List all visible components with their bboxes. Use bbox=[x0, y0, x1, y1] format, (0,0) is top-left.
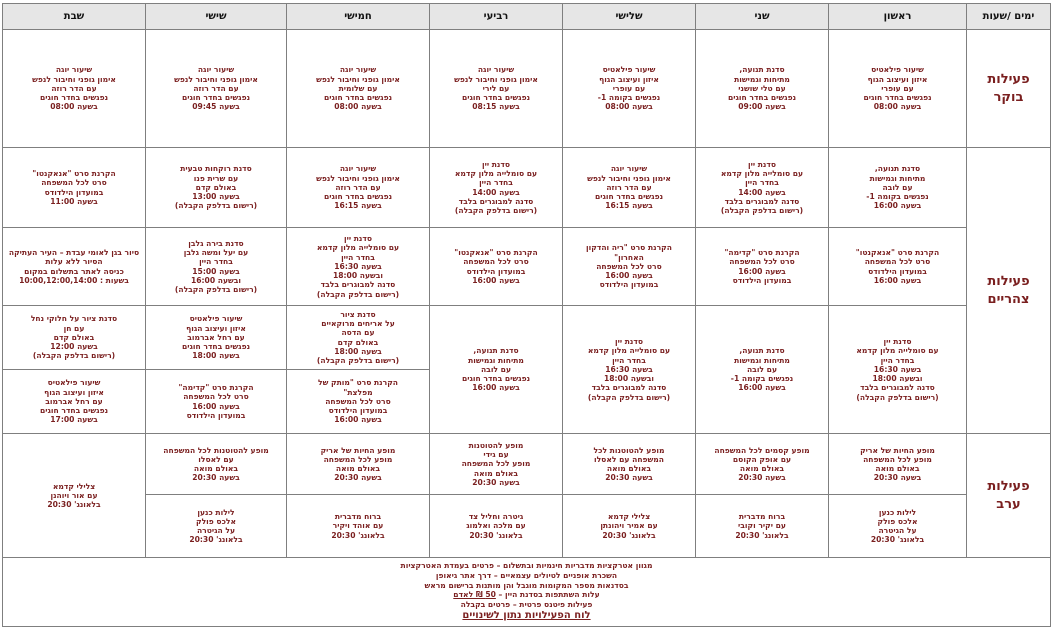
activity-cell bbox=[287, 30, 430, 148]
activity-line: סדנת תנועה, bbox=[874, 164, 921, 174]
activity-line: סרט לכל המשפחה bbox=[183, 392, 249, 402]
day-header-thursday: חמישי bbox=[287, 4, 430, 30]
activity-line: מתיחות וגמישות bbox=[869, 173, 926, 183]
activity-line: שיעור יוגה bbox=[197, 65, 235, 75]
activity-line: אימון גופני וחיבור לנפש bbox=[454, 74, 538, 84]
day-header-saturday: שבת bbox=[3, 4, 146, 30]
activity-cell bbox=[430, 30, 563, 148]
activity-cell bbox=[829, 228, 967, 306]
activity-line: מופע לכל המשפחה bbox=[461, 459, 531, 469]
activity-line: שיעור פילאטיס bbox=[602, 65, 656, 75]
activity-line: בלאונג' 20:30 bbox=[469, 530, 523, 540]
activity-line: בשעה 16:00 bbox=[873, 275, 922, 285]
activity-line: הקרנת סרט "אנאקנטו" bbox=[454, 248, 538, 257]
activity-line: עם רחל אברמוב bbox=[45, 396, 103, 406]
activity-line: עם סומלייה מלון קדמא bbox=[587, 346, 671, 356]
activity-line: עם אופק הקוסם bbox=[732, 454, 792, 464]
day-header-friday: שישי bbox=[146, 4, 287, 30]
activity-line: סדנת יין bbox=[482, 159, 510, 169]
activity-line: בשעה 16:30 bbox=[873, 364, 922, 374]
activity-line: באולם מואה bbox=[606, 464, 652, 473]
activity-line: (רישום בדלפק הקבלה) bbox=[587, 392, 671, 402]
activity-line: שיעור פילאטיס bbox=[871, 65, 924, 75]
activity-schedule-table bbox=[2, 3, 1051, 627]
activity-line: במועדון הילדודס bbox=[466, 266, 526, 276]
note-line: מגוון אטרקציות מדבריות חינמיות ובתשלום – פרטים בעמדת האטרקציות bbox=[400, 561, 653, 571]
activity-line: עם גידי bbox=[483, 450, 509, 460]
activity-line: על הגיטרה bbox=[196, 526, 236, 535]
activity-line: באולם מואה bbox=[335, 464, 381, 473]
activity-line: צלילי קדמא bbox=[52, 481, 96, 491]
activity-line: בשעה 16:00 bbox=[472, 275, 520, 285]
activity-line: מופע לכל המשפחה bbox=[323, 454, 393, 464]
activity-line: נפגשים בחדר חוגים bbox=[39, 93, 109, 103]
activity-line: בשעה 14:00 bbox=[738, 187, 786, 197]
activity-line: בשעה 08:00 bbox=[605, 102, 653, 112]
activity-cell bbox=[287, 495, 430, 558]
activity-line: עם סומלייה מלון קדמא bbox=[454, 169, 538, 178]
activity-cell bbox=[563, 30, 696, 148]
activity-line: (רישום בדלפק הקבלה) bbox=[174, 201, 258, 211]
activity-line: בשעה 17:00 bbox=[50, 415, 98, 425]
activity-line: מופע לכל המשפחה bbox=[863, 454, 932, 464]
activity-line: בשעה 20:30 bbox=[738, 473, 786, 483]
section-label-evening: פעילות ערב bbox=[967, 434, 1051, 558]
activity-line: גיטרה וחליל צד bbox=[468, 512, 524, 522]
activity-line: עם הדסה bbox=[341, 328, 375, 338]
activity-line: עם עופרי bbox=[881, 83, 914, 93]
activity-line: נפגשים בחדר חוגים bbox=[461, 93, 531, 103]
activity-line: עם יעל ומשה גלבן bbox=[183, 248, 249, 257]
activity-cell bbox=[3, 30, 146, 148]
activity-line: עם אמיר ויהונתן bbox=[600, 521, 658, 531]
activity-line: בשעה 16:30 bbox=[605, 364, 653, 374]
activity-line: הקרנת סרט "קדימה" bbox=[724, 248, 800, 257]
activity-line: עם לובה bbox=[746, 364, 778, 374]
activity-line: אימון גופני וחיבור לנפש bbox=[316, 74, 400, 84]
activity-line: סדנת תנועה, bbox=[739, 65, 785, 75]
activity-line: בשעה 16:00 bbox=[192, 401, 240, 411]
activity-line: במועדון הילדודס bbox=[599, 280, 659, 290]
activity-line: סדנת יין bbox=[615, 337, 643, 347]
activity-line: (רישום בדלפק הקבלה) bbox=[720, 206, 804, 215]
activity-line: בחדר היין bbox=[479, 178, 513, 188]
activity-line: איזון ועיצוב הגוף bbox=[44, 387, 104, 397]
activity-line: בשעה 20:30 bbox=[605, 473, 653, 483]
activity-cell bbox=[146, 495, 287, 558]
activity-cell bbox=[563, 495, 696, 558]
activity-line: בשעה 08:00 bbox=[50, 102, 98, 112]
activity-line: סדנה למבוגרים בלבד bbox=[724, 196, 800, 206]
activity-line: באולם מואה bbox=[739, 464, 785, 473]
activity-line: בלאונג' 20:30 bbox=[602, 530, 656, 540]
day-header-sunday: ראשון bbox=[829, 4, 967, 30]
activity-line: עם לובה bbox=[480, 364, 512, 374]
activity-cell bbox=[287, 148, 430, 228]
activity-line: בלאונג' 20:30 bbox=[331, 530, 385, 540]
activity-line: באולם מואה bbox=[193, 464, 239, 473]
evening-row-1 bbox=[3, 434, 1051, 495]
activity-line: עם עופרי bbox=[612, 83, 646, 93]
activity-line: אימון גופני וחיבור לנפש bbox=[587, 173, 671, 183]
activity-cell bbox=[696, 228, 829, 306]
activity-line: שיעור יוגה bbox=[55, 65, 93, 75]
activity-cell bbox=[146, 434, 287, 495]
activity-cell bbox=[287, 434, 430, 495]
activity-line: סדנת תנועה, bbox=[473, 346, 519, 356]
activity-line: בשעה 16:00 bbox=[873, 201, 922, 211]
activity-line: בשעה 15:00 bbox=[192, 266, 240, 276]
activity-line: בשעה 16:00 bbox=[738, 266, 786, 276]
activity-cell bbox=[3, 434, 146, 558]
activity-line: הקרנת סרט "אנאקנטו" bbox=[855, 248, 940, 257]
activity-cell bbox=[287, 306, 430, 370]
activity-cell bbox=[829, 495, 967, 558]
activity-line: בחדר היין bbox=[612, 355, 646, 365]
activity-line: שיעור פילאטיס bbox=[189, 314, 243, 324]
activity-line: (רישום בדלפק הקבלה) bbox=[316, 356, 400, 365]
activity-line: נפגשים בחדר חוגים bbox=[323, 93, 393, 103]
activity-line: (רישום בדלפק הקבלה) bbox=[174, 285, 258, 294]
activity-cell bbox=[563, 434, 696, 495]
activity-line: עם הדר רוזה bbox=[193, 83, 239, 93]
activity-line: הקרנת סרט "ריה והדקון bbox=[586, 243, 672, 253]
activity-line: נפגשים בחדר חוגים bbox=[39, 406, 109, 416]
activity-line: עם הדר רוזה bbox=[606, 182, 652, 192]
activity-cell bbox=[146, 306, 287, 370]
activity-cell bbox=[146, 30, 287, 148]
activity-line: שיעור יוגה bbox=[477, 65, 515, 75]
activity-line: נפגשים בחדר חוגים bbox=[181, 93, 251, 103]
activity-line: באולם קדם bbox=[195, 182, 237, 192]
section-label-morning: פעילות בוקר bbox=[967, 30, 1051, 148]
activity-cell bbox=[696, 148, 829, 228]
activity-line: עם טלי שושני bbox=[738, 83, 786, 93]
activity-line: מתיחות וגמישות bbox=[468, 355, 524, 365]
activity-line: במועדון הילדודס bbox=[328, 406, 388, 416]
activity-line: במועדון הילדודס bbox=[186, 410, 246, 420]
activity-line: בשעה 16:00 bbox=[472, 383, 520, 393]
activity-line: באולם קדם bbox=[337, 337, 379, 347]
activity-line: איזון ועיצוב הגוף bbox=[599, 74, 659, 84]
activity-line: שיעור יוגה bbox=[610, 164, 648, 174]
activity-line: בחדר היין bbox=[880, 355, 915, 365]
activity-line: סדנת בירה גלבן bbox=[188, 238, 244, 248]
activity-line: סדנה למבוגרים בלבד bbox=[320, 280, 396, 290]
activity-line: סדנה למבוגרים בלבד bbox=[860, 383, 935, 393]
activity-line: מופע להטוטנות לכל bbox=[593, 445, 665, 455]
activity-line: ובשעה 18:00 bbox=[603, 374, 655, 384]
activity-line: עם סומלייה מלון קדמא bbox=[856, 346, 939, 356]
activity-line: הקרנת סרט "מותק של bbox=[317, 378, 399, 388]
activity-line: המשפחה עם לאסלו bbox=[593, 454, 665, 464]
activity-cell bbox=[3, 306, 146, 370]
evening-row-2 bbox=[3, 495, 1051, 558]
activity-line: בשעה 08:00 bbox=[334, 102, 382, 112]
activity-line: סדנת תנועה, bbox=[739, 346, 785, 356]
activity-cell bbox=[430, 148, 563, 228]
afternoon-row-3 bbox=[3, 306, 1051, 370]
activity-line: סדנת יין bbox=[344, 234, 372, 244]
activity-line: עם לירי bbox=[482, 83, 510, 93]
activity-line: בשעות : 10:00,12:00,14:00 bbox=[19, 275, 129, 285]
activity-line: ובשעה 18:00 bbox=[332, 271, 384, 281]
activity-line: בלאונג' 20:30 bbox=[189, 535, 243, 545]
activity-line: סיור בגן לאומי עבדת – העיר העתיקה bbox=[8, 248, 140, 257]
activity-line: הקרנת סרט "קדימה" bbox=[178, 383, 254, 392]
activity-line: עם יקיר וקובי bbox=[738, 521, 786, 531]
activity-line: כניסה לאתר בתשלום במקום bbox=[24, 266, 124, 276]
activity-line: איזון ועיצוב הגוף bbox=[186, 323, 246, 333]
activity-line: בשעה 16:15 bbox=[605, 201, 653, 211]
activity-line: במועדון הילדודס bbox=[44, 187, 104, 197]
activity-line: מופע קסמים לכל המשפחה bbox=[714, 445, 810, 455]
day-header-tuesday: שלישי bbox=[563, 4, 696, 30]
activity-line: בשעה 16:30 bbox=[334, 261, 382, 271]
activity-line: (רישום בדלפק הקבלה) bbox=[316, 289, 400, 299]
activity-line: עם הדר רוזה bbox=[51, 83, 97, 93]
activity-line: באולם מואה bbox=[875, 464, 920, 473]
activity-line: הסיור ללא עלות bbox=[45, 257, 103, 267]
activity-line: בשעה 20:30 bbox=[334, 473, 382, 483]
activity-line: בשעה 08:15 bbox=[472, 102, 520, 112]
wine-price: 50 ₪ לאדם bbox=[453, 590, 496, 600]
activity-line: נפגשים בקומה 1- bbox=[866, 192, 929, 202]
activity-line: סדנת יין bbox=[883, 337, 912, 347]
morning-row bbox=[3, 30, 1051, 148]
activity-line: סרט לכל המשפחה bbox=[463, 257, 529, 267]
activity-cell bbox=[829, 434, 967, 495]
header-row bbox=[3, 4, 1051, 30]
activity-line: האחרון" bbox=[614, 252, 644, 262]
activity-line: סדנה למבוגרים בלבד bbox=[591, 383, 667, 393]
activity-line: סרט לכל המשפחה bbox=[596, 261, 662, 271]
activity-line: בשעה 18:00 bbox=[334, 346, 382, 356]
activity-line: אלכס פולק bbox=[877, 516, 918, 526]
activity-line: ובשעה 18:00 bbox=[872, 374, 923, 384]
activity-line: באולם קדם bbox=[53, 332, 95, 342]
activity-line: שיעור יוגה bbox=[339, 164, 377, 174]
section-label-afternoon: פעילות צהריים bbox=[967, 148, 1051, 434]
activity-line: במועדון הילדודס bbox=[868, 266, 927, 276]
activity-cell bbox=[829, 30, 967, 148]
activity-line: בחדר היין bbox=[745, 178, 779, 188]
activity-line: לילות כנען bbox=[878, 507, 917, 517]
activity-line: עם הדר רוזה bbox=[335, 182, 381, 192]
activity-cell bbox=[287, 228, 430, 306]
activity-line: נפגשים בחדר חוגים bbox=[181, 342, 251, 352]
activity-line: על אריחים מרוקאיים bbox=[321, 319, 395, 328]
activity-line: עם סומלייה מלון קדמא bbox=[720, 169, 804, 178]
activity-line: בשעה 09:00 bbox=[738, 102, 786, 112]
activity-line: בשעה 11:00 bbox=[50, 196, 98, 206]
activity-line: אימון גופני וחיבור לנפש bbox=[174, 74, 258, 84]
activity-line: עם חן bbox=[63, 323, 85, 333]
activity-line: בחדר היין bbox=[199, 257, 233, 267]
activity-line: (רישום בדלפק הקבלה) bbox=[454, 206, 538, 215]
activity-line: עם לאסלו bbox=[198, 454, 234, 464]
activity-line: ובשעה 16:00 bbox=[190, 275, 242, 285]
activity-cell bbox=[829, 148, 967, 228]
activity-line: ברוח מדברית bbox=[738, 512, 786, 522]
afternoon-row-2 bbox=[3, 228, 1051, 306]
activity-line: בחדר היין bbox=[341, 252, 375, 262]
activity-line: בשעה 16:00 bbox=[334, 415, 382, 425]
activity-line: נפגשים בחדר חוגים bbox=[863, 93, 932, 103]
activity-line: עם אוהד ויקיר bbox=[332, 521, 384, 531]
activity-cell bbox=[3, 148, 146, 228]
activity-cell bbox=[430, 495, 563, 558]
note-line: בסדנאות מספר המקומות מוגבל והן מותנות ברישום מראש bbox=[424, 580, 629, 590]
activity-line: שיעור פילאטיס bbox=[47, 378, 101, 388]
activity-line: ברוח מדברית bbox=[334, 512, 382, 522]
activity-line: על הגיטרה bbox=[878, 526, 917, 535]
note-line: פעילות פיטנס פרטית – פרטים בקבלה bbox=[460, 600, 593, 610]
activity-cell bbox=[696, 495, 829, 558]
activity-cell bbox=[563, 228, 696, 306]
activity-line: בשעה 16:00 bbox=[738, 383, 786, 393]
activity-line: צלילי קדמא bbox=[607, 512, 651, 522]
activity-line: עם מלכה ואלמוג bbox=[466, 521, 526, 531]
activity-line: בשעה 20:30 bbox=[192, 473, 240, 483]
activity-line: (רישום בדלפק הקבלה) bbox=[32, 351, 116, 361]
activity-line: בשעה 13:00 bbox=[192, 192, 240, 202]
activity-line: בשעה 14:00 bbox=[472, 187, 520, 197]
activity-line: סרט לכל המשפחה bbox=[41, 178, 107, 188]
note-line: עלות השתתפות בסדנת היין – 50 ₪ לאדם bbox=[453, 590, 600, 600]
activity-cell bbox=[696, 434, 829, 495]
activity-cell bbox=[696, 306, 829, 434]
activity-line: הקרנת סרט "אנאקנטו" bbox=[32, 169, 116, 178]
activity-cell bbox=[146, 148, 287, 228]
activity-line: עם שלומית bbox=[338, 83, 378, 93]
activity-line: בשעה 18:00 bbox=[192, 351, 240, 361]
activity-line: בשעה 20:30 bbox=[472, 477, 520, 487]
time-column-header: ימים /שעות bbox=[967, 4, 1051, 30]
activity-cell bbox=[430, 228, 563, 306]
activity-line: בלאונג' 20:30 bbox=[735, 530, 789, 540]
note-line: השכרת אופניים לטיולים עצמאיים – דרך אתר גיאופן bbox=[435, 571, 618, 581]
day-header-monday: שני bbox=[696, 4, 829, 30]
activity-line: בשעה 16:00 bbox=[605, 271, 653, 281]
activity-line: מופע החיות של אריק bbox=[860, 445, 935, 455]
activity-line: סדנת ציור bbox=[340, 309, 376, 319]
activity-line: סרט לכל המשפחה bbox=[864, 257, 931, 267]
activity-line: עם שרית פנו bbox=[193, 173, 239, 183]
day-header-wednesday: רביעי bbox=[430, 4, 563, 30]
activity-cell bbox=[146, 370, 287, 434]
activity-line: נפגשים בחדר חוגים bbox=[461, 374, 531, 384]
activity-line: באולם מואה bbox=[473, 468, 519, 478]
activity-line: סדנת יין bbox=[748, 159, 776, 169]
activity-line: עם לובה bbox=[882, 182, 913, 192]
activity-line: אימון גופני וחיבור לנפש bbox=[32, 74, 116, 84]
activity-line: עם רחל אברמוב bbox=[187, 332, 245, 342]
activity-cell bbox=[563, 148, 696, 228]
activity-line: נפגשים בחדר חוגים bbox=[727, 93, 797, 103]
activity-line: בשעה 09:45 bbox=[192, 102, 240, 112]
activity-line: סדנה למבוגרים בלבד bbox=[458, 196, 534, 206]
activity-line: שיעור יוגה bbox=[339, 65, 377, 75]
afternoon-row-1 bbox=[3, 148, 1051, 228]
activity-line: מופע להטוטנות לכל המשפחה bbox=[163, 445, 269, 455]
notes-box bbox=[3, 558, 1051, 627]
activity-line: בשעה 12:00 bbox=[50, 342, 98, 352]
activity-line: בלאונג' 20:30 bbox=[870, 535, 925, 545]
notes-row bbox=[3, 558, 1051, 627]
activity-line: עם סומלייה מלון קדמא bbox=[316, 243, 400, 253]
activity-line: סרט לכל המשפחה bbox=[325, 396, 391, 406]
activity-cell bbox=[3, 370, 146, 434]
activity-cell bbox=[3, 228, 146, 306]
activity-line: מופע להטוטנות bbox=[468, 440, 524, 450]
activity-cell bbox=[563, 306, 696, 434]
activity-line: נפגשים בחדר חוגים bbox=[594, 192, 664, 202]
activity-line: סדנת ציור על חלוקי נחל bbox=[30, 314, 118, 324]
activity-line: סרט לכל המשפחה bbox=[729, 257, 795, 267]
activity-cell bbox=[829, 306, 967, 434]
activity-line: מופע החיות של אריק bbox=[320, 445, 396, 455]
activity-cell bbox=[430, 306, 563, 434]
activity-line: (רישום בדלפק הקבלה) bbox=[856, 392, 939, 402]
activity-line: איזון ועיצוב הגוף bbox=[867, 74, 928, 84]
activity-line: בשעה 20:30 bbox=[873, 473, 922, 483]
activity-line: לילות כנען bbox=[197, 507, 235, 517]
activity-line: סדנת רוקחות טבעית bbox=[180, 164, 252, 174]
activity-line: מתיחות וגמישות bbox=[734, 355, 790, 365]
activity-line: נפגשים בקומה 1- bbox=[730, 374, 794, 384]
activity-line: אלכס פולק bbox=[195, 516, 236, 526]
activity-line: עם אור ויוהנן bbox=[50, 490, 98, 500]
activity-cell bbox=[430, 434, 563, 495]
activity-line: מתיחות וגמישות bbox=[734, 74, 790, 84]
activity-line: בשעה 08:00 bbox=[873, 102, 922, 112]
activity-cell bbox=[287, 370, 430, 434]
activity-cell bbox=[146, 228, 287, 306]
activity-line: מפלצת" bbox=[343, 387, 373, 397]
activity-line: במועדון הילדודס bbox=[732, 275, 792, 285]
activity-line: בלאונג' 20:30 bbox=[47, 500, 101, 510]
activity-line: נפגשים בקומה 1- bbox=[597, 93, 661, 103]
activity-line: אימון גופני וחיבור לנפש bbox=[316, 173, 400, 183]
activity-line: נפגשים בחדר חוגים bbox=[323, 192, 393, 202]
schedule-disclaimer: לוח הפעילויות נתון לשינויים bbox=[462, 609, 591, 621]
activity-cell bbox=[696, 30, 829, 148]
activity-line: בשעה 16:15 bbox=[334, 201, 382, 211]
